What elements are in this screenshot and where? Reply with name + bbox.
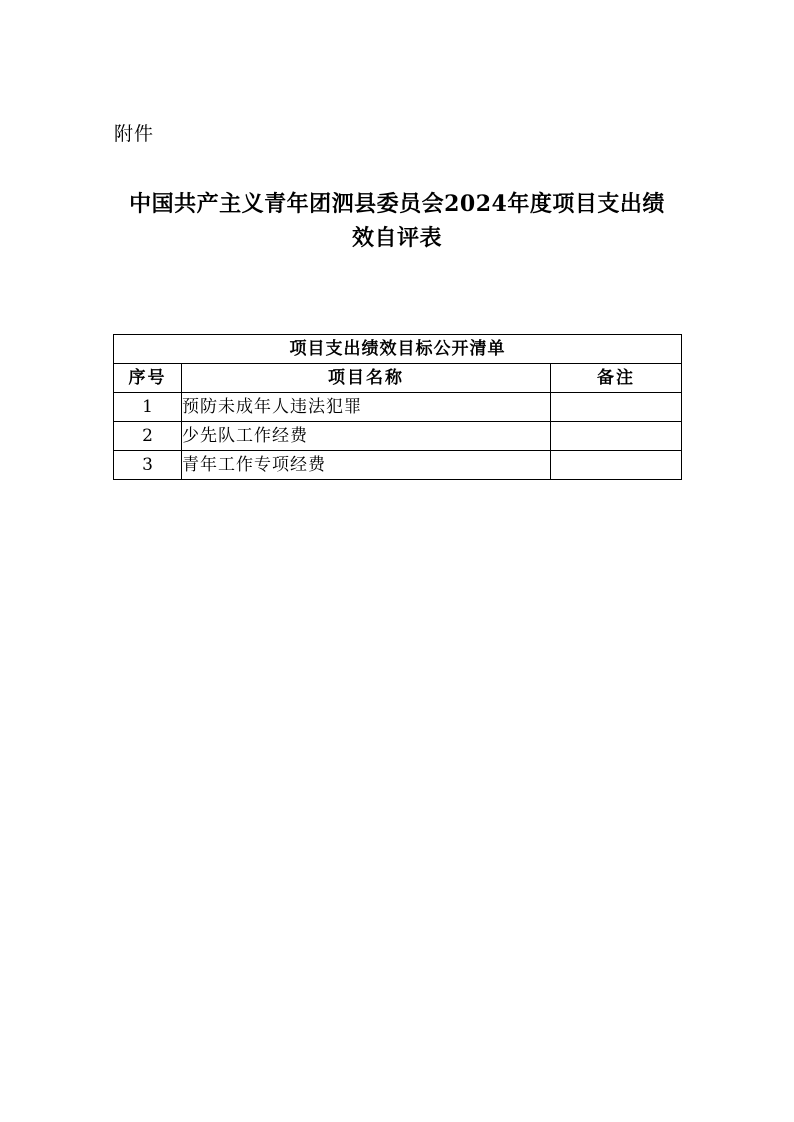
document-title-line-2: 效自评表 <box>351 225 442 251</box>
table-row <box>114 451 682 480</box>
table-caption-row <box>114 335 682 364</box>
performance-target-table <box>113 334 682 480</box>
table-row <box>114 422 682 451</box>
row-seq: 1 <box>114 393 182 422</box>
document-title-line-1: 中国共产主义青年团泗县委员会2024年度项目支出绩 <box>129 191 665 217</box>
row-seq: 2 <box>114 422 182 451</box>
row-note <box>551 422 682 451</box>
table-header-row <box>114 364 682 393</box>
row-seq: 3 <box>114 451 182 480</box>
row-project-name: 少先队工作经费 <box>182 422 551 451</box>
row-project-name: 预防未成年人违法犯罪 <box>182 393 551 422</box>
row-project-name: 青年工作专项经费 <box>182 451 551 480</box>
table-caption: 项目支出绩效目标公开清单 <box>114 335 682 364</box>
header-note: 备注 <box>551 364 682 393</box>
row-note <box>551 393 682 422</box>
header-seq: 序号 <box>114 364 182 393</box>
table-row <box>114 393 682 422</box>
header-project-name: 项目名称 <box>182 364 551 393</box>
attachment-label: 附件 <box>114 123 155 145</box>
row-note <box>551 451 682 480</box>
